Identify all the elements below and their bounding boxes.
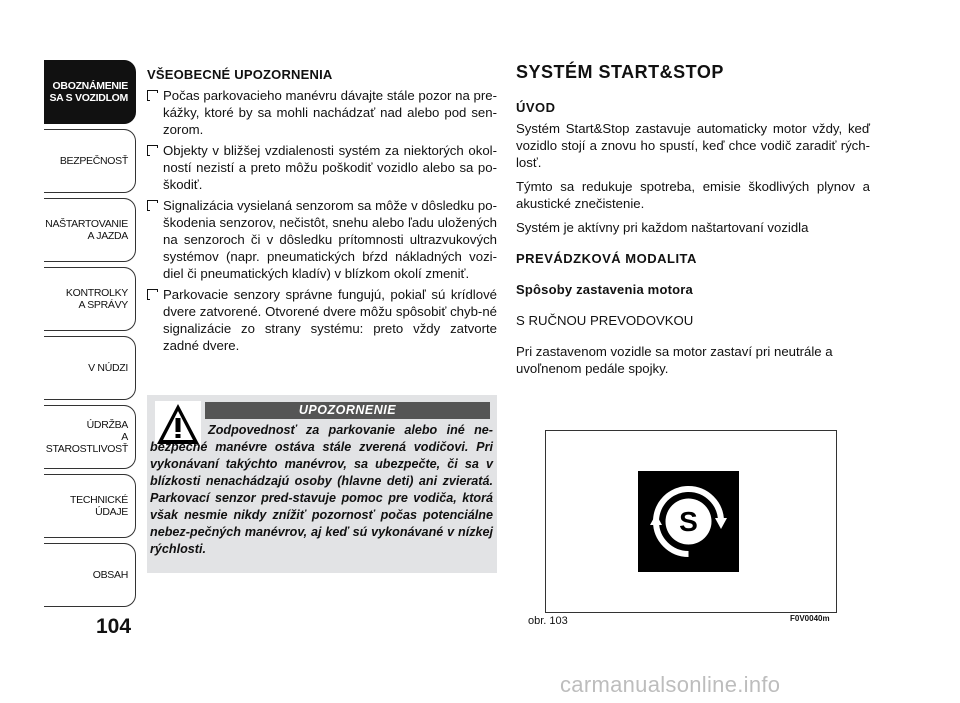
- paragraph: Pri zastavenom vozidle sa motor zastaví pri neutrále a uvoľnenom pedále spojky.: [516, 344, 833, 376]
- bullet-item: [147, 87, 497, 138]
- tab-label: OBOZNÁMENIE SA S VOZIDLOM: [49, 80, 128, 104]
- page-title: SYSTÉM START&STOP: [516, 62, 724, 82]
- tab-technicke-udaje[interactable]: [44, 474, 136, 538]
- figure-caption: obr. 103: [528, 615, 568, 627]
- start-stop-section: [516, 64, 870, 384]
- paragraph: Týmto sa redukuje spotreba, emisie škodlivých plynov a akustické znečistenie.: [516, 179, 870, 211]
- bullet-text: Počas parkovacieho manévru dávajte stále pozor na pre-kážky, ktoré by sa mohli nachádzať nad alebo pod sen-zorom.: [163, 88, 497, 137]
- tab-label: TECHNICKÉ ÚDAJE: [70, 494, 128, 518]
- tab-v-nudzi[interactable]: [44, 336, 136, 400]
- figure-frame: [545, 430, 837, 613]
- tab-nastartovanie[interactable]: [44, 198, 136, 262]
- paragraph: Systém Start&Stop zastavuje automaticky motor vždy, keď vozidlo stojí a znovu ho spustí, keď chce vodič zaradiť rých-losť.: [516, 121, 870, 170]
- warning-text: Zodpovednosť za parkovanie alebo iné ne-bezpečné manévre ostáva stále zverená vodičovi. Pri vykonávaní takýchto manévrov, sa ubezpečte, či sa v blízkosti nenachádzajú osoby (hlavne deti) ani zvieratá. Parkovací senzor pred-stavuje pomoc pre vodiča, ktorá však nesmie nikdy znížiť pozornosť počas potenciálne nebez-pečných manévrov, aj keď sú vykonávané v nízkej rýchlosti.: [150, 423, 493, 556]
- checkbox-bullet-icon: [147, 145, 158, 156]
- manual-transmission-label: S RUČNOU PREVODOVKOU: [516, 313, 694, 328]
- section-title: VŠEOBECNÉ UPOZORNENIA: [147, 67, 333, 82]
- paragraph: Systém je aktívny pri každom naštartovaní vozidla: [516, 220, 809, 235]
- mode-heading: PREVÁDZKOVÁ MODALITA: [516, 251, 697, 266]
- tab-bezpecnost[interactable]: [44, 129, 136, 193]
- chapter-sidebar: [44, 60, 136, 612]
- tab-oboznamenie[interactable]: [44, 60, 136, 124]
- tab-label: ÚDRŽBA A STAROSTLIVOSŤ: [45, 419, 128, 455]
- bullet-item: [147, 286, 497, 354]
- page-number: 104: [96, 615, 132, 638]
- bullet-item: [147, 142, 497, 193]
- symbol-letter: S: [679, 506, 698, 537]
- checkbox-bullet-icon: [147, 90, 158, 101]
- bullet-text: Signalizácia vysielaná senzorom sa môže v dôsledku po-škodenia senzorov, nečistôt, snehu alebo ľadu uložených na senzoroch či v dôsledku prítomnosti ultrazvukových systémov (napr. pneumatických bŕzd nákladných vozi-diel či pneumatických kladív) v blízkom okolí zmeniť.: [163, 198, 497, 281]
- tab-label: OBSAH: [92, 569, 128, 581]
- start-stop-icon: [638, 471, 739, 572]
- tab-label: V NÚDZI: [88, 362, 128, 374]
- bullet-text: Parkovacie senzory správne fungujú, pokiaľ sú krídlové dvere zatvorené. Otvorené dvere môžu spôsobiť chyb-né signalizácie zo strany systému: preto vždy zatvorte zadné dvere.: [163, 287, 497, 353]
- stop-heading: Spôsoby zastavenia motora: [516, 282, 693, 297]
- checkbox-bullet-icon: [147, 200, 158, 211]
- general-warnings-section: [147, 66, 497, 358]
- warning-heading: UPOZORNENIE: [205, 402, 490, 419]
- watermark: carmanualsonline.info: [560, 672, 781, 697]
- bullet-text: Objekty v bližšej vzdialenosti systém za niektorých okol-ností nezistí a preto môžu poškodiť vozidlo alebo sa po-škodiť.: [163, 143, 497, 192]
- tab-udrzba[interactable]: [44, 405, 136, 469]
- intro-heading: ÚVOD: [516, 100, 556, 115]
- tab-label: NAŠTARTOVANIE A JAZDA: [45, 218, 128, 242]
- warning-box: [147, 395, 497, 573]
- tab-label: BEZPEČNOSŤ: [59, 155, 128, 167]
- tab-kontrolky[interactable]: [44, 267, 136, 331]
- tab-label: KONTROLKY A SPRÁVY: [65, 287, 128, 311]
- figure-code: F0V0040m: [790, 614, 830, 623]
- tab-obsah[interactable]: [44, 543, 136, 607]
- checkbox-bullet-icon: [147, 289, 158, 300]
- bullet-item: [147, 197, 497, 282]
